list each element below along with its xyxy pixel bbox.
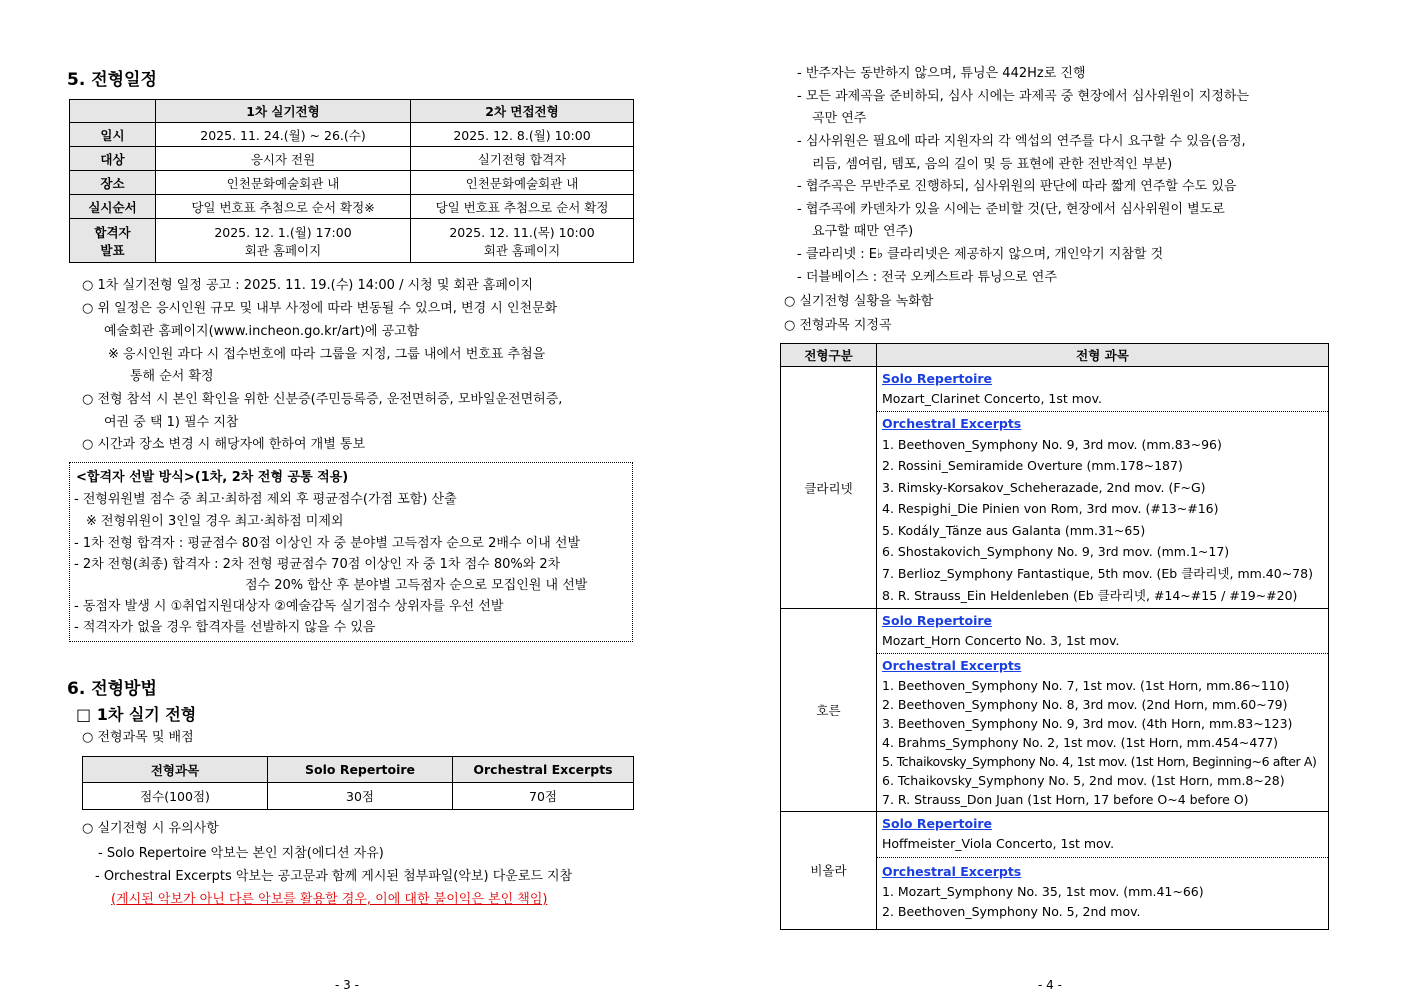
schedule-row-label: 합격자 발표 [70,219,156,263]
excerpt-item: 2. Rossini_Semiramide Overture (mm.178~187) [882,458,1183,474]
page-number: - 3 - [335,978,359,992]
note-line: ○ 위 일정은 응시인원 규모 및 내부 사정에 따라 변동될 수 있으며, 변경 시 인천문화 [82,301,558,316]
schedule-row-label: 장소 [70,171,156,195]
schedule-cell: 당일 번호표 추첨으로 순서 확정※ [156,195,411,219]
solo-label: Solo Repertoire [882,613,992,629]
selection-method-box [69,462,633,642]
schedule-row-label: 일시 [70,123,156,147]
rule-line: - 모든 과제곡을 준비하되, 심사 시에는 과제곡 중 현장에서 심사위원이 지정하는 [797,89,1250,104]
excerpt-item: 3. Rimsky-Korsakov_Scheherazade, 2nd mov. (F~G) [882,479,1206,495]
schedule-cell: 인천문화예술회관 내 [411,171,634,195]
caution-line: - Solo Repertoire 악보는 본인 지참(에디션 자유) [98,846,384,861]
excerpts-label: Orchestral Excerpts [882,658,1022,674]
caution-warning: (게시된 악보가 아닌 다른 악보를 활용할 경우, 이에 대한 불이익은 본인 책임) [111,892,548,907]
schedule-table [69,99,634,263]
score-header: Orchestral Excerpts [453,757,634,783]
excerpt-item: 3. Beethoven_Symphony No. 9, 3rd mov. (4th Horn, mm.83~123) [882,715,1293,731]
score-header: Solo Repertoire [268,757,453,783]
box-line: - 동점자 발생 시 ①취업지원대상자 ②예술감독 실기점수 상위자를 우선 선발 [74,599,504,614]
rule-line: - 반주자는 동반하지 않으며, 튜닝은 442Hz로 진행 [797,66,1086,81]
instrument-content [877,811,1329,929]
repertoire-header: 전형 과목 [877,344,1329,367]
box-title: <합격자 선발 방식>(1차, 2차 전형 공통 적용) [76,470,349,485]
excerpt-item: 1. Beethoven_Symphony No. 7, 1st mov. (1st Horn, mm.86~110) [882,677,1290,693]
instrument-content [877,609,1329,812]
caution-title: ○ 실기전형 시 유의사항 [82,821,219,836]
box-line: - 1차 전형 합격자 : 평균점수 80점 이상인 자 중 분야별 고득점자 순으로 2배수 이내 선발 [74,536,580,551]
score-table [82,756,634,810]
note-line: 통해 순서 확정 [130,369,214,384]
excerpt-item: 4. Respighi_Die Pinien von Rom, 3rd mov. (#13~#16) [882,501,1219,517]
score-header: 전형과목 [83,757,268,783]
solo-label: Solo Repertoire [882,371,992,386]
schedule-header-round2: 2차 면접전형 [411,100,634,123]
solo-piece: Mozart_Horn Concerto No. 3, 1st mov. [882,632,1120,648]
schedule-cell: 응시자 전원 [156,147,411,171]
page-number: - 4 - [1038,978,1062,992]
caution-line: - Orchestral Excerpts 악보는 공고문과 함께 게시된 첨부파일(악보) 다운로드 지참 [95,869,573,884]
rule-line: - 협주곡에 카덴차가 있을 시에는 준비할 것(단, 현장에서 심사위원이 별도로 [797,202,1225,217]
schedule-cell: 2025. 12. 11.(목) 10:00 회관 홈페이지 [411,219,634,263]
solo-label: Solo Repertoire [882,815,992,831]
rule-line: - 심사위원은 필요에 따라 지원자의 각 엑섭의 연주를 다시 요구할 수 있음(음정, [797,134,1246,149]
note-line: ※ 응시인원 과다 시 접수번호에 따라 그룹을 지정, 그룹 내에서 번호표 추첨을 [108,347,546,362]
note-line: 예술회관 홈페이지(www.incheon.go.kr/art)에 공고함 [104,324,420,339]
schedule-cell: 당일 번호표 추첨으로 순서 확정 [411,195,634,219]
schedule-row-label: 대상 [70,147,156,171]
schedule-header-blank [70,100,156,123]
instrument-content [877,367,1329,609]
excerpt-item: 5. Tchaikovsky_Symphony No. 4, 1st mov. (1st Horn, Beginning~6 after A) [882,753,1317,769]
note-line: ○ 1차 실기전형 일정 공고 : 2025. 11. 19.(수) 14:00 / 시청 및 회관 홈페이지 [82,278,534,293]
rule-line: 곡만 연주 [812,111,867,126]
score-intro: ○ 전형과목 및 배점 [82,730,194,745]
instrument-name: 클라리넷 [781,367,877,609]
instrument-name: 호른 [781,609,877,812]
excerpt-item: 1. Beethoven_Symphony No. 9, 3rd mov. (mm.83~96) [882,436,1222,452]
note-line: 여권 중 택 1) 필수 지참 [104,415,239,430]
score-cell: 30점 [268,783,453,810]
circle-line: ○ 전형과목 지정곡 [784,318,892,333]
schedule-cell: 인천문화예술회관 내 [156,171,411,195]
excerpts-label: Orchestral Excerpts [882,864,1022,880]
excerpt-item: 8. R. Strauss_Ein Heldenleben (Eb 클라리넷, #14~#15 / #19~#20) [882,587,1298,603]
subsection-title: □ 1차 실기 전형 [76,705,197,724]
excerpts-label: Orchestral Excerpts [882,416,1022,431]
schedule-header-round1: 1차 실기전형 [156,100,411,123]
excerpt-item: 6. Tchaikovsky_Symphony No. 5, 2nd mov. (1st Horn, mm.8~28) [882,772,1285,788]
schedule-row-label: 실시순서 [70,195,156,219]
excerpt-item: 5. Kodály_Tänze aus Galanta (mm.31~65) [882,522,1146,538]
excerpt-item: 2. Beethoven_Symphony No. 5, 2nd mov. [882,903,1141,919]
solo-piece: Mozart_Clarinet Concerto, 1st mov. [882,390,1102,406]
rule-line: 리듬, 셈여림, 템포, 음의 길이 및 등 표현에 관한 전반적인 부분) [812,157,1173,172]
circle-line: ○ 실기전형 실황을 녹화함 [784,294,934,309]
box-line: - 적격자가 없을 경우 합격자를 선발하지 않을 수 있음 [74,620,376,635]
box-line: - 전형위원별 점수 중 최고·최하점 제외 후 평균점수(가점 포함) 산출 [74,492,457,507]
rule-line: - 더블베이스 : 전국 오케스트라 튜닝으로 연주 [797,270,1057,285]
section-5-title: 5. 전형일정 [67,70,157,90]
instrument-name: 비올라 [781,811,877,929]
page-left [0,0,700,992]
rule-line: 요구할 때만 연주) [812,224,914,239]
excerpt-item: 1. Mozart_Symphony No. 35, 1st mov. (mm.41~66) [882,883,1204,899]
box-line: 점수 20% 합산 후 분야별 고득점자 순으로 모집인원 내 선발 [245,578,588,593]
schedule-cell: 실기전형 합격자 [411,147,634,171]
rule-line: - 협주곡은 무반주로 진행하되, 심사위원의 판단에 따라 짧게 연주할 수도 있음 [797,179,1237,194]
excerpt-item: 7. Berlioz_Symphony Fantastique, 5th mov. (Eb 클라리넷, mm.40~78) [882,566,1313,582]
schedule-cell: 2025. 11. 24.(월) ~ 26.(수) [156,123,411,147]
repertoire-header: 전형구분 [781,344,877,367]
excerpt-item: 2. Beethoven_Symphony No. 8, 3rd mov. (2nd Horn, mm.60~79) [882,696,1288,712]
solo-piece: Hoffmeister_Viola Concerto, 1st mov. [882,836,1115,852]
schedule-cell: 2025. 12. 1.(월) 17:00 회관 홈페이지 [156,219,411,263]
note-line: ○ 전형 참석 시 본인 확인을 위한 신분증(주민등록증, 운전면허증, 모바일운전면허증, [82,392,563,407]
rule-line: - 클라리넷 : E♭ 클라리넷은 제공하지 않으며, 개인악기 지참할 것 [797,247,1164,262]
section-6-title: 6. 전형방법 [67,679,157,699]
note-line: ○ 시간과 장소 변경 시 해당자에 한하여 개별 통보 [82,437,366,452]
score-cell: 점수(100점) [83,783,268,810]
repertoire-table [780,343,1329,930]
schedule-cell: 2025. 12. 8.(월) 10:00 [411,123,634,147]
excerpt-item: 6. Shostakovich_Symphony No. 9, 3rd mov. (mm.1~17) [882,544,1230,560]
excerpt-item: 7. R. Strauss_Don Juan (1st Horn, 17 before O~4 before O) [882,791,1249,807]
excerpt-item: 4. Brahms_Symphony No. 2, 1st mov. (1st Horn, mm.454~477) [882,734,1279,750]
box-line: ※ 전형위원이 3인일 경우 최고·최하점 미제외 [86,514,344,529]
score-cell: 70점 [453,783,634,810]
box-line: - 2차 전형(최종) 합격자 : 2차 전형 평균점수 70점 이상인 자 중 1차 점수 80%와 2차 [74,557,561,572]
page-right [700,0,1403,992]
